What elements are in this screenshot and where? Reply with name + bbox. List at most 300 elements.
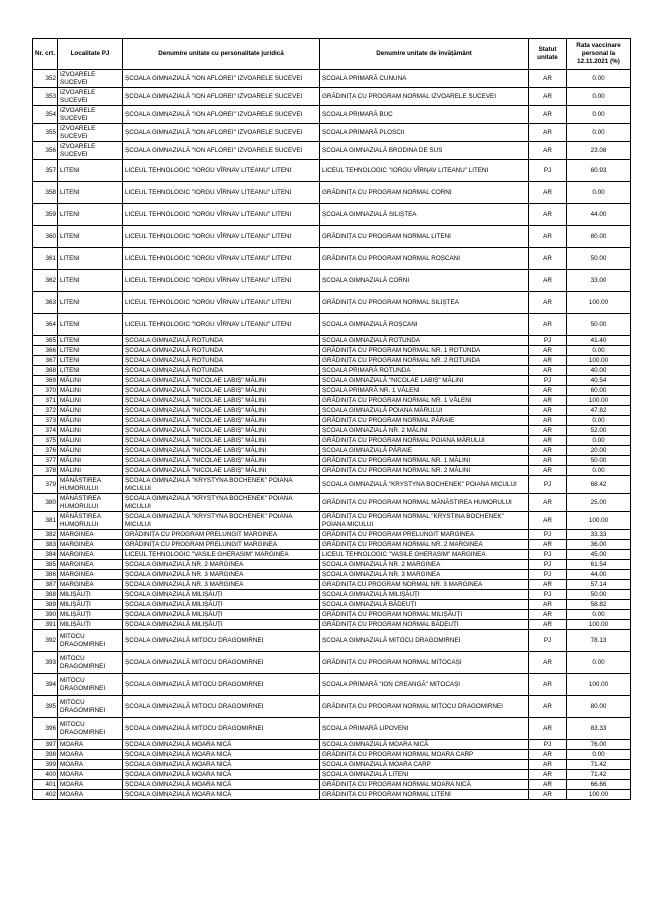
table-row bbox=[33, 494, 631, 512]
cell-statut: AR bbox=[529, 396, 567, 406]
cell-nr: 384 bbox=[33, 550, 58, 560]
cell-rata: 60.00 bbox=[567, 386, 631, 396]
cell-nr: 352 bbox=[33, 70, 58, 88]
cell-rata: 50.00 bbox=[567, 456, 631, 466]
cell-pj: LICEUL TEHNOLOGIC "IORGU VÎRNAV LITEANU" LITENI bbox=[123, 226, 320, 248]
cell-pj: LICEUL TEHNOLOGIC "IORGU VÎRNAV LITEANU" LITENI bbox=[123, 270, 320, 292]
cell-rata: 33.33 bbox=[567, 530, 631, 540]
cell-statut: PJ bbox=[529, 550, 567, 560]
cell-pj: ȘCOALA GIMNAZIALĂ "NICOLAE LABIȘ" MĂLINI bbox=[123, 436, 320, 446]
cell-localitate: IZVOARELE SUCEVEI bbox=[58, 142, 123, 160]
cell-localitate: MILIȘĂUȚI bbox=[58, 620, 123, 630]
cell-nr: 365 bbox=[33, 336, 58, 346]
cell-pj: ȘCOALA GIMNAZIALĂ "NICOLAE LABIȘ" MĂLINI bbox=[123, 406, 320, 416]
cell-unitate: GRĂDINIȚA CU PROGRAM NORMAL PĂRAIE bbox=[320, 416, 529, 426]
cell-pj: ȘCOALA GIMNAZIALĂ "ION AFLOREI" IZVOARELE SUCEVEI bbox=[123, 70, 320, 88]
table-row bbox=[33, 160, 631, 182]
cell-nr: 392 bbox=[33, 630, 58, 652]
vaccination-table bbox=[32, 38, 631, 800]
cell-rata: 60.93 bbox=[567, 160, 631, 182]
table-row bbox=[33, 620, 631, 630]
cell-statut: AR bbox=[529, 248, 567, 270]
cell-nr: 356 bbox=[33, 142, 58, 160]
cell-statut: AR bbox=[529, 600, 567, 610]
cell-pj: ȘCOALA GIMNAZIALĂ "NICOLAE LABIȘ" MĂLINI bbox=[123, 386, 320, 396]
cell-statut: PJ bbox=[529, 590, 567, 600]
cell-nr: 383 bbox=[33, 540, 58, 550]
cell-unitate: GRADINITA CU PROGRAM NORMAL NR. 3 MARGINEA bbox=[320, 580, 529, 590]
cell-localitate: MĂNĂSTIREA HUMORULUI bbox=[58, 476, 123, 494]
cell-localitate: MARGINEA bbox=[58, 580, 123, 590]
cell-pj: ȘCOALA GIMNAZIALĂ MOARA NICĂ bbox=[123, 760, 320, 770]
cell-localitate: MOARA bbox=[58, 790, 123, 800]
cell-statut: AR bbox=[529, 292, 567, 314]
cell-pj: ȘCOALA GIMNAZIALĂ "KRYSTYNA BOCHENEK" POIANA MICULUI bbox=[123, 494, 320, 512]
table-row bbox=[33, 270, 631, 292]
cell-nr: 353 bbox=[33, 88, 58, 106]
cell-nr: 378 bbox=[33, 466, 58, 476]
cell-pj: ȘCOALA GIMNAZIALĂ MOARA NICĂ bbox=[123, 740, 320, 750]
cell-localitate: LITENI bbox=[58, 314, 123, 336]
cell-unitate: ȘCOALA PRIMARĂ CUNUNA bbox=[320, 70, 529, 88]
table-row bbox=[33, 396, 631, 406]
cell-rata: 40.00 bbox=[567, 366, 631, 376]
table-row bbox=[33, 466, 631, 476]
cell-localitate: MARGINEA bbox=[58, 530, 123, 540]
cell-unitate: GRĂDINIȚA CU PROGRAM NORMAL NR. 1 ROTUNDA bbox=[320, 346, 529, 356]
cell-localitate: MITOCU DRAGOMIRNEI bbox=[58, 696, 123, 718]
cell-localitate: MĂLINI bbox=[58, 426, 123, 436]
cell-statut: AR bbox=[529, 580, 567, 590]
cell-unitate: ȘCOALA GIMNAZIALĂ ROȘCANI bbox=[320, 314, 529, 336]
cell-pj: ȘCOALA GIMNAZIALĂ ROTUNDA bbox=[123, 346, 320, 356]
table-row bbox=[33, 610, 631, 620]
cell-pj: ȘCOALA GIMNAZIALĂ NR. 3 MARGINEA bbox=[123, 580, 320, 590]
table-row bbox=[33, 550, 631, 560]
cell-statut: AR bbox=[529, 204, 567, 226]
table-row bbox=[33, 314, 631, 336]
cell-localitate: LITENI bbox=[58, 336, 123, 346]
cell-statut: AR bbox=[529, 182, 567, 204]
cell-statut: AR bbox=[529, 446, 567, 456]
cell-rata: 41.40 bbox=[567, 336, 631, 346]
cell-pj: ȘCOALA GIMNAZIALĂ ROTUNDA bbox=[123, 366, 320, 376]
cell-unitate: ȘCOALA PRIMARĂ LIPOVENI bbox=[320, 718, 529, 740]
header-statut: Statut unitate bbox=[529, 39, 567, 70]
cell-localitate: MĂLINI bbox=[58, 436, 123, 446]
cell-nr: 359 bbox=[33, 204, 58, 226]
cell-localitate: MITOCU DRAGOMIRNEI bbox=[58, 718, 123, 740]
cell-pj: ȘCOALA GIMNAZIALĂ MITOCU DRAGOMIRNEI bbox=[123, 652, 320, 674]
cell-pj: ȘCOALA GIMNAZIALĂ MOARA NICĂ bbox=[123, 790, 320, 800]
cell-pj: ȘCOALA GIMNAZIALĂ MITOCU DRAGOMIRNEI bbox=[123, 718, 320, 740]
table-row bbox=[33, 406, 631, 416]
cell-unitate: ȘCOALA GIMNAZIALĂ CORNI bbox=[320, 270, 529, 292]
table-row bbox=[33, 580, 631, 590]
cell-statut: AR bbox=[529, 426, 567, 436]
cell-nr: 376 bbox=[33, 446, 58, 456]
cell-pj: GRĂDINIȚA CU PROGRAM PRELUNGIT MARGINEA bbox=[123, 540, 320, 550]
table-row bbox=[33, 780, 631, 790]
cell-rata: 78.13 bbox=[567, 630, 631, 652]
cell-localitate: MĂLINI bbox=[58, 386, 123, 396]
cell-rata: 100.00 bbox=[567, 292, 631, 314]
cell-unitate: GRĂDINIȚA CU PROGRAM NORMAL ROȘCANI bbox=[320, 248, 529, 270]
table-row bbox=[33, 476, 631, 494]
cell-statut: PJ bbox=[529, 160, 567, 182]
cell-rata: 0.00 bbox=[567, 346, 631, 356]
cell-statut: AR bbox=[529, 790, 567, 800]
cell-rata: 25.00 bbox=[567, 494, 631, 512]
cell-unitate: ȘCOALA GIMNAZIALĂ MILIȘĂUȚI bbox=[320, 590, 529, 600]
cell-localitate: LITENI bbox=[58, 182, 123, 204]
cell-rata: 68.42 bbox=[567, 476, 631, 494]
cell-rata: 36.00 bbox=[567, 540, 631, 550]
cell-unitate: ȘCOALA GIMNAZIALĂ PĂRAIE bbox=[320, 446, 529, 456]
cell-rata: 80.00 bbox=[567, 226, 631, 248]
cell-nr: 386 bbox=[33, 570, 58, 580]
cell-rata: 100.00 bbox=[567, 790, 631, 800]
cell-statut: AR bbox=[529, 760, 567, 770]
cell-nr: 397 bbox=[33, 740, 58, 750]
table-row bbox=[33, 570, 631, 580]
table-row bbox=[33, 124, 631, 142]
cell-rata: 0.00 bbox=[567, 652, 631, 674]
table-row bbox=[33, 696, 631, 718]
cell-unitate: ȘCOALA PRIMARĂ "ION CREANGĂ" MITOCAȘI bbox=[320, 674, 529, 696]
table-row bbox=[33, 106, 631, 124]
cell-nr: 369 bbox=[33, 376, 58, 386]
cell-pj: LICEUL TEHNOLOGIC "IORGU VÎRNAV LITEANU" LITENI bbox=[123, 314, 320, 336]
cell-unitate: ȘCOALA GIMNAZIALĂ MOARA NICĂ bbox=[320, 740, 529, 750]
cell-nr: 398 bbox=[33, 750, 58, 760]
cell-localitate: LITENI bbox=[58, 204, 123, 226]
table-row bbox=[33, 376, 631, 386]
table-body bbox=[33, 70, 631, 800]
cell-nr: 375 bbox=[33, 436, 58, 446]
cell-pj: ȘCOALA GIMNAZIALĂ ROTUNDA bbox=[123, 356, 320, 366]
cell-rata: 40.54 bbox=[567, 376, 631, 386]
cell-unitate: ȘCOALA GIMNAZIALĂ LITENI bbox=[320, 770, 529, 780]
cell-statut: PJ bbox=[529, 740, 567, 750]
table-row bbox=[33, 70, 631, 88]
cell-nr: 402 bbox=[33, 790, 58, 800]
cell-pj: ȘCOALA GIMNAZIALĂ "NICOLAE LABIȘ" MĂLINI bbox=[123, 466, 320, 476]
cell-unitate: ȘCOALA PRIMARĂ PLOSCII bbox=[320, 124, 529, 142]
cell-nr: 362 bbox=[33, 270, 58, 292]
cell-statut: PJ bbox=[529, 570, 567, 580]
cell-unitate: LICEUL TEHNOLOGIC "VASILE GHERASIM" MARGINEA bbox=[320, 550, 529, 560]
cell-unitate: GRĂDINIȚA CU PROGRAM NORMAL MOARA NICĂ bbox=[320, 780, 529, 790]
cell-nr: 370 bbox=[33, 386, 58, 396]
cell-statut: AR bbox=[529, 226, 567, 248]
cell-rata: 50.00 bbox=[567, 590, 631, 600]
cell-localitate: MARGINEA bbox=[58, 570, 123, 580]
cell-localitate: MĂLINI bbox=[58, 416, 123, 426]
table-row bbox=[33, 346, 631, 356]
cell-rata: 0.00 bbox=[567, 466, 631, 476]
cell-unitate: ȘCOALA GIMNAZIALĂ "KRYSTYNA BOCHENEK" POIANA MICULUI bbox=[320, 476, 529, 494]
cell-pj: ȘCOALA GIMNAZIALĂ "KRYSTYNA BOCHENEK" POIANA MICULUI bbox=[123, 512, 320, 530]
cell-rata: 100.00 bbox=[567, 512, 631, 530]
cell-unitate: GRĂDINIȚA CU PROGRAM NORMAL NR. 2 MĂLINI bbox=[320, 466, 529, 476]
cell-pj: ȘCOALA GIMNAZIALĂ "ION AFLOREI" IZVOARELE SUCEVEI bbox=[123, 124, 320, 142]
header-rata: Rata vaccinare personal la 12.11.2021 (%) bbox=[567, 39, 631, 70]
cell-rata: 0.00 bbox=[567, 182, 631, 204]
cell-statut: AR bbox=[529, 88, 567, 106]
cell-localitate: MARGINEA bbox=[58, 550, 123, 560]
table-row bbox=[33, 560, 631, 570]
cell-unitate: ȘCOALA GIMNAZIALĂ ROTUNDA bbox=[320, 336, 529, 346]
cell-rata: 50.00 bbox=[567, 248, 631, 270]
cell-pj: ȘCOALA GIMNAZIALĂ MOARA NICĂ bbox=[123, 770, 320, 780]
cell-nr: 389 bbox=[33, 600, 58, 610]
cell-localitate: LITENI bbox=[58, 248, 123, 270]
cell-localitate: MILIȘĂUȚI bbox=[58, 600, 123, 610]
cell-rata: 80.00 bbox=[567, 696, 631, 718]
cell-unitate: GRĂDINIȚA CU PROGRAM NORMAL NR. 2 MARGINEA bbox=[320, 540, 529, 550]
cell-rata: 45.00 bbox=[567, 550, 631, 560]
cell-pj: ȘCOALA GIMNAZIALĂ MILIȘĂUȚI bbox=[123, 620, 320, 630]
cell-nr: 395 bbox=[33, 696, 58, 718]
cell-statut: AR bbox=[529, 416, 567, 426]
cell-unitate: GRĂDINIȚA CU PROGRAM NORMAL MITOCU DRAGOMIRNEI bbox=[320, 696, 529, 718]
cell-statut: AR bbox=[529, 750, 567, 760]
cell-nr: 382 bbox=[33, 530, 58, 540]
cell-unitate: ȘCOALA GIMNAZIALĂ POIANA MĂRULUI bbox=[320, 406, 529, 416]
cell-localitate: MĂLINI bbox=[58, 446, 123, 456]
cell-statut: AR bbox=[529, 314, 567, 336]
table-row bbox=[33, 426, 631, 436]
cell-pj: LICEUL TEHNOLOGIC "VASILE GHERASIM" MARGINEA bbox=[123, 550, 320, 560]
cell-statut: AR bbox=[529, 494, 567, 512]
cell-statut: AR bbox=[529, 674, 567, 696]
table-row bbox=[33, 630, 631, 652]
cell-rata: 44.00 bbox=[567, 570, 631, 580]
cell-nr: 388 bbox=[33, 590, 58, 600]
cell-rata: 20.00 bbox=[567, 446, 631, 456]
cell-pj: ȘCOALA GIMNAZIALĂ "NICOLAE LABIȘ" MĂLINI bbox=[123, 376, 320, 386]
cell-localitate: IZVOARELE SUCEVEI bbox=[58, 88, 123, 106]
cell-unitate: GRĂDINIȚA CU PROGRAM NORMAL MOARA CARP bbox=[320, 750, 529, 760]
cell-statut: AR bbox=[529, 346, 567, 356]
header-unitate: Denumire unitate de învățământ bbox=[320, 39, 529, 70]
cell-nr: 357 bbox=[33, 160, 58, 182]
table-row bbox=[33, 182, 631, 204]
cell-nr: 380 bbox=[33, 494, 58, 512]
cell-unitate: ȘCOALA PRIMARĂ ROTUNDA bbox=[320, 366, 529, 376]
cell-statut: AR bbox=[529, 270, 567, 292]
cell-rata: 47.82 bbox=[567, 406, 631, 416]
cell-rata: 71.42 bbox=[567, 770, 631, 780]
table-row bbox=[33, 292, 631, 314]
cell-unitate: ȘCOALA GIMNAZIALĂ NR. 2 MĂLINI bbox=[320, 426, 529, 436]
cell-statut: PJ bbox=[529, 530, 567, 540]
cell-rata: 100.00 bbox=[567, 356, 631, 366]
cell-localitate: LITENI bbox=[58, 160, 123, 182]
cell-unitate: ȘCOALA GIMNAZIALĂ MITOCU DRAGOMIRNEI bbox=[320, 630, 529, 652]
cell-unitate: GRĂDINIȚA CU PROGRAM NORMAL LITENI bbox=[320, 790, 529, 800]
cell-rata: 0.00 bbox=[567, 750, 631, 760]
cell-statut: AR bbox=[529, 106, 567, 124]
cell-nr: 372 bbox=[33, 406, 58, 416]
cell-pj: ȘCOALA GIMNAZIALĂ MILIȘĂUȚI bbox=[123, 590, 320, 600]
cell-rata: 57.14 bbox=[567, 580, 631, 590]
cell-pj: LICEUL TEHNOLOGIC "IORGU VÎRNAV LITEANU" LITENI bbox=[123, 248, 320, 270]
table-row bbox=[33, 336, 631, 346]
cell-unitate: LICEUL TEHNOLOGIC "IORGU VÎRNAV LITEANU" LITENI bbox=[320, 160, 529, 182]
cell-localitate: MOARA bbox=[58, 740, 123, 750]
table-header-row bbox=[33, 39, 631, 70]
cell-localitate: IZVOARELE SUCEVEI bbox=[58, 106, 123, 124]
cell-pj: ȘCOALA GIMNAZIALĂ MITOCU DRAGOMIRNEI bbox=[123, 674, 320, 696]
table-row bbox=[33, 386, 631, 396]
cell-nr: 400 bbox=[33, 770, 58, 780]
table-row bbox=[33, 446, 631, 456]
table-row bbox=[33, 540, 631, 550]
cell-rata: 66.66 bbox=[567, 780, 631, 790]
cell-localitate: MOARA bbox=[58, 780, 123, 790]
cell-statut: PJ bbox=[529, 560, 567, 570]
cell-unitate: ȘCOALA GIMNAZIALĂ NR. 2 MARGINEA bbox=[320, 560, 529, 570]
cell-statut: PJ bbox=[529, 476, 567, 494]
cell-unitate: GRĂDINIȚA CU PROGRAM NORMAL CORNI bbox=[320, 182, 529, 204]
table-row bbox=[33, 750, 631, 760]
header-nr: Nr. crt. bbox=[33, 39, 58, 70]
cell-nr: 373 bbox=[33, 416, 58, 426]
cell-nr: 355 bbox=[33, 124, 58, 142]
cell-rata: 0.00 bbox=[567, 436, 631, 446]
cell-pj: ȘCOALA GIMNAZIALĂ MILIȘĂUȚI bbox=[123, 600, 320, 610]
cell-pj: ȘCOALA GIMNAZIALĂ MOARA NICĂ bbox=[123, 780, 320, 790]
cell-localitate: MĂNĂSTIREA HUMORULUI bbox=[58, 494, 123, 512]
table-row bbox=[33, 88, 631, 106]
cell-unitate: GRĂDINIȚA CU PROGRAM NORMAL SILIȘTEA bbox=[320, 292, 529, 314]
cell-unitate: GRĂDINIȚA CU PROGRAM NORMAL NR. 1 VĂLENI bbox=[320, 396, 529, 406]
cell-pj: ȘCOALA GIMNAZIALĂ "NICOLAE LABIȘ" MĂLINI bbox=[123, 396, 320, 406]
cell-nr: 396 bbox=[33, 718, 58, 740]
cell-statut: PJ bbox=[529, 630, 567, 652]
cell-pj: ȘCOALA GIMNAZIALĂ NR. 2 MARGINEA bbox=[123, 560, 320, 570]
cell-localitate: MARGINEA bbox=[58, 540, 123, 550]
cell-nr: 381 bbox=[33, 512, 58, 530]
table-row bbox=[33, 226, 631, 248]
cell-unitate: ȘCOALA PRIMARĂ NR. 1 VĂLENI bbox=[320, 386, 529, 396]
cell-rata: 100.00 bbox=[567, 674, 631, 696]
cell-pj: ȘCOALA GIMNAZIALĂ "NICOLAE LABIȘ" MĂLINI bbox=[123, 446, 320, 456]
cell-pj: LICEUL TEHNOLOGIC "IORGU VÎRNAV LITEANU" LITENI bbox=[123, 160, 320, 182]
cell-localitate: LITENI bbox=[58, 366, 123, 376]
cell-unitate: GRĂDINIȚA CU PROGRAM NORMAL IZVOARELE SUCEVEI bbox=[320, 88, 529, 106]
table-row bbox=[33, 790, 631, 800]
cell-nr: 399 bbox=[33, 760, 58, 770]
cell-statut: AR bbox=[529, 718, 567, 740]
cell-rata: 0.00 bbox=[567, 106, 631, 124]
cell-localitate: MARGINEA bbox=[58, 560, 123, 570]
cell-nr: 368 bbox=[33, 366, 58, 376]
table-row bbox=[33, 204, 631, 226]
cell-unitate: GRĂDINIȚA CU PROGRAM NORMAL POIANA MĂRULUI bbox=[320, 436, 529, 446]
cell-nr: 387 bbox=[33, 580, 58, 590]
cell-pj: LICEUL TEHNOLOGIC "IORGU VÎRNAV LITEANU" LITENI bbox=[123, 182, 320, 204]
cell-statut: AR bbox=[529, 780, 567, 790]
cell-pj: ȘCOALA GIMNAZIALĂ "KRYSTYNA BOCHENEK" POIANA MICULUI bbox=[123, 476, 320, 494]
cell-pj: ȘCOALA GIMNAZIALĂ ROTUNDA bbox=[123, 336, 320, 346]
cell-unitate: GRĂDINIȚA CU PROGRAM NORMAL MILIȘĂUȚI bbox=[320, 610, 529, 620]
cell-nr: 364 bbox=[33, 314, 58, 336]
cell-localitate: LITENI bbox=[58, 270, 123, 292]
header-pj: Denumire unitate cu personalitate juridică bbox=[123, 39, 320, 70]
cell-pj: ȘCOALA GIMNAZIALĂ "ION AFLOREI" IZVOARELE SUCEVEI bbox=[123, 106, 320, 124]
table-row bbox=[33, 436, 631, 446]
cell-statut: PJ bbox=[529, 376, 567, 386]
cell-localitate: LITENI bbox=[58, 226, 123, 248]
cell-statut: AR bbox=[529, 142, 567, 160]
cell-unitate: ȘCOALA GIMNAZIALĂ "NICOLAE LABIȘ" MĂLINI bbox=[320, 376, 529, 386]
cell-pj: ȘCOALA GIMNAZIALĂ "NICOLAE LABIȘ" MĂLINI bbox=[123, 416, 320, 426]
cell-unitate: ȘCOALA GIMNAZIALĂ SILIȘTEA bbox=[320, 204, 529, 226]
table-row bbox=[33, 356, 631, 366]
cell-rata: 83.33 bbox=[567, 718, 631, 740]
cell-nr: 367 bbox=[33, 356, 58, 366]
cell-rata: 0.00 bbox=[567, 416, 631, 426]
cell-rata: 52.00 bbox=[567, 426, 631, 436]
cell-nr: 374 bbox=[33, 426, 58, 436]
cell-rata: 0.00 bbox=[567, 610, 631, 620]
cell-nr: 361 bbox=[33, 248, 58, 270]
table-row bbox=[33, 760, 631, 770]
table-row bbox=[33, 512, 631, 530]
cell-localitate: MOARA bbox=[58, 750, 123, 760]
cell-rata: 0.00 bbox=[567, 88, 631, 106]
cell-nr: 358 bbox=[33, 182, 58, 204]
cell-nr: 391 bbox=[33, 620, 58, 630]
cell-nr: 393 bbox=[33, 652, 58, 674]
cell-rata: 58.82 bbox=[567, 600, 631, 610]
cell-localitate: LITENI bbox=[58, 356, 123, 366]
cell-rata: 100.00 bbox=[567, 620, 631, 630]
cell-localitate: IZVOARELE SUCEVEI bbox=[58, 70, 123, 88]
cell-localitate: MOARA bbox=[58, 760, 123, 770]
cell-localitate: MILIȘĂUȚI bbox=[58, 590, 123, 600]
cell-localitate: MĂLINI bbox=[58, 466, 123, 476]
cell-statut: AR bbox=[529, 406, 567, 416]
table-row bbox=[33, 718, 631, 740]
cell-unitate: GRĂDINIȚA CU PROGRAM PRELUNGIT MARGINEA bbox=[320, 530, 529, 540]
cell-pj: ȘCOALA GIMNAZIALĂ "ION AFLOREI" IZVOARELE SUCEVEI bbox=[123, 142, 320, 160]
table-row bbox=[33, 366, 631, 376]
cell-nr: 363 bbox=[33, 292, 58, 314]
cell-localitate: LITENI bbox=[58, 346, 123, 356]
table-row bbox=[33, 456, 631, 466]
cell-pj: ȘCOALA GIMNAZIALĂ MILIȘĂUȚI bbox=[123, 610, 320, 620]
cell-pj: GRĂDINIȚA CU PROGRAM PRELUNGIT MARGINEA bbox=[123, 530, 320, 540]
cell-nr: 390 bbox=[33, 610, 58, 620]
header-localitate: Localitate PJ bbox=[58, 39, 123, 70]
cell-rata: 44.00 bbox=[567, 204, 631, 226]
table-row bbox=[33, 770, 631, 780]
table-row bbox=[33, 600, 631, 610]
table-row bbox=[33, 142, 631, 160]
table-row bbox=[33, 248, 631, 270]
cell-pj: ȘCOALA GIMNAZIALĂ "NICOLAE LABIȘ" MĂLINI bbox=[123, 426, 320, 436]
cell-statut: AR bbox=[529, 770, 567, 780]
cell-rata: 100.00 bbox=[567, 396, 631, 406]
table-row bbox=[33, 674, 631, 696]
cell-pj: ȘCOALA GIMNAZIALĂ NR. 3 MARGINEA bbox=[123, 570, 320, 580]
cell-statut: AR bbox=[529, 70, 567, 88]
cell-statut: AR bbox=[529, 436, 567, 446]
